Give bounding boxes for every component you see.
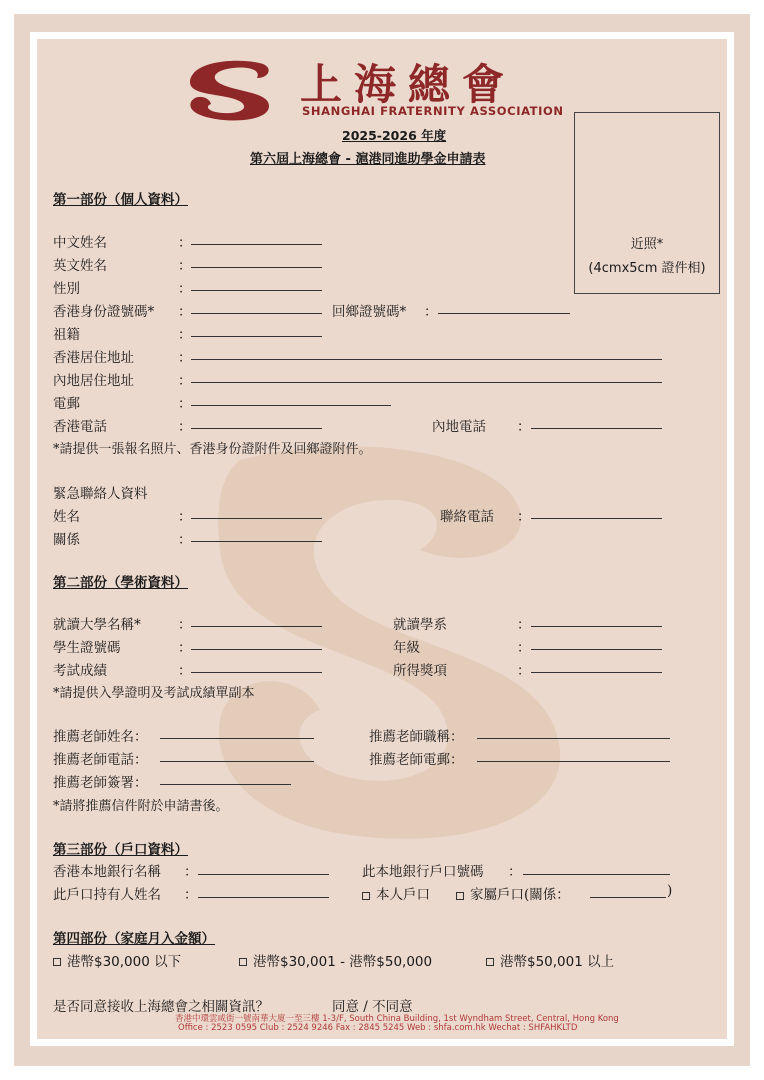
label-emergency-relation: 關係	[53, 532, 80, 548]
colon: ：	[424, 304, 438, 320]
field-university[interactable]	[191, 626, 322, 627]
label-hk-address: 香港居住地址	[53, 350, 134, 366]
consent-question: 是否同意接收上海總會之相關資訊？	[53, 999, 269, 1015]
option-income-above-50001[interactable]	[486, 950, 614, 970]
label-referee-phone: 推薦老師電話：	[53, 752, 148, 768]
field-mainland-address[interactable]	[191, 382, 662, 383]
label-gender: 性別	[53, 281, 80, 297]
label-university: 就讀大學名稱*	[53, 617, 141, 633]
label-account-holder: 此戶口持有人姓名	[53, 887, 161, 903]
field-mainland-phone[interactable]	[531, 428, 662, 429]
colon: ：	[178, 235, 192, 251]
label-chinese-name: 中文姓名	[53, 235, 107, 251]
label-account-number: 此本地銀行戶口號碼	[362, 864, 484, 880]
colon: ：	[184, 887, 198, 903]
field-chinese-name[interactable]	[191, 244, 322, 245]
colon: ：	[184, 864, 198, 880]
colon: ：	[178, 509, 192, 525]
label-origin: 祖籍	[53, 327, 80, 343]
note-part1: *請提供一張報名照片、香港身份證附件及回鄉證附件。	[53, 442, 372, 457]
note-part2: *請提供入學證明及考試成績單副本	[53, 686, 255, 701]
income-option3-label: 港幣$50,001 以上	[500, 954, 615, 970]
field-emergency-phone[interactable]	[531, 518, 662, 519]
field-awards[interactable]	[531, 672, 662, 673]
label-hk-phone: 香港電話	[53, 419, 107, 435]
field-gender[interactable]	[191, 290, 322, 291]
logo-english-name: SHANGHAI FRATERNITY ASSOCIATION	[302, 104, 564, 118]
field-bank-name[interactable]	[198, 874, 329, 875]
colon: ：	[517, 509, 531, 525]
colon: ：	[178, 640, 192, 656]
colon: ：	[517, 663, 531, 679]
field-referee-email[interactable]	[477, 761, 670, 762]
field-exam-results[interactable]	[191, 672, 322, 673]
colon: ：	[517, 419, 531, 435]
colon: ：	[178, 258, 192, 274]
form-title: 第六屆上海總會 - 滬港同進助學金申請表	[250, 152, 486, 167]
colon: ：	[178, 396, 192, 412]
field-referee-signature[interactable]	[160, 784, 291, 785]
colon: ：	[178, 350, 192, 366]
label-referee-signature: 推薦老師簽署：	[53, 775, 148, 791]
colon: ：	[178, 419, 192, 435]
field-english-name[interactable]	[191, 267, 322, 268]
label-referee-title: 推薦老師職稱：	[369, 729, 464, 745]
section-heading-part1: 第一部份（個人資料）	[53, 192, 188, 208]
checkbox-icon[interactable]	[362, 892, 370, 900]
field-email[interactable]	[191, 405, 391, 406]
field-referee-phone[interactable]	[160, 761, 314, 762]
checkbox-icon[interactable]	[456, 892, 464, 900]
field-account-number[interactable]	[523, 874, 670, 875]
option-income-below-30000[interactable]	[53, 950, 181, 970]
consent-answer[interactable]: 同意 / 不同意	[332, 999, 413, 1015]
label-hkid: 香港身份證號碼*	[53, 304, 155, 320]
field-hk-phone[interactable]	[191, 428, 322, 429]
label-mainland-phone: 內地電話	[432, 419, 486, 435]
label-department: 就讀學系	[393, 617, 447, 633]
income-option1-label: 港幣$30,000 以下	[67, 954, 182, 970]
emergency-heading: 緊急聯絡人資料	[53, 486, 148, 502]
label-student-id: 學生證號碼	[53, 640, 121, 656]
photo-label: 近照*	[630, 237, 664, 252]
field-account-holder[interactable]	[198, 897, 329, 898]
family-account-label: 家屬戶口(關係：	[470, 887, 570, 903]
s-logo-icon	[183, 56, 275, 122]
photo-box[interactable]	[574, 112, 720, 294]
field-family-relation[interactable]	[590, 897, 666, 898]
colon: ：	[178, 532, 192, 548]
label-mainland-address: 內地居住地址	[53, 373, 134, 389]
label-home-return-permit: 回鄉證號碼*	[332, 304, 407, 320]
label-email: 電郵	[53, 396, 80, 412]
label-exam-results: 考試成績	[53, 663, 107, 679]
label-english-name: 英文姓名	[53, 258, 107, 274]
option-family-account[interactable]	[456, 883, 570, 903]
option-own-account[interactable]	[362, 883, 430, 903]
checkbox-icon[interactable]	[239, 958, 247, 966]
checkbox-icon[interactable]	[486, 958, 494, 966]
field-hkid[interactable]	[191, 313, 322, 314]
own-account-label: 本人戶口	[376, 887, 430, 903]
field-emergency-relation[interactable]	[191, 541, 322, 542]
footer-address: 香港中環雲咸街一號南華大廈一至三樓 1-3/F, South China Building, 1st Wyndham Street, Central, Hong Kong	[175, 1014, 619, 1024]
field-grade[interactable]	[531, 649, 662, 650]
colon: ：	[517, 617, 531, 633]
label-emergency-name: 姓名	[53, 509, 80, 525]
section-heading-part2: 第二部份（學術資料）	[53, 575, 188, 591]
colon: ：	[178, 281, 192, 297]
field-student-id[interactable]	[191, 649, 322, 650]
photo-spec: (4cmx5cm 證件相)	[588, 261, 706, 276]
colon: ：	[178, 304, 192, 320]
colon: ：	[508, 864, 522, 880]
logo-chinese-name: 上海總會	[300, 60, 517, 109]
colon: ：	[178, 617, 192, 633]
colon: ：	[517, 640, 531, 656]
label-referee-name: 推薦老師姓名：	[53, 729, 148, 745]
form-year: 2025-2026 年度	[342, 128, 447, 143]
field-referee-title[interactable]	[477, 738, 670, 739]
note-referee: *請將推薦信件附於申請書後。	[53, 799, 229, 814]
label-grade: 年級	[393, 640, 420, 656]
section-heading-part3: 第三部份（戶口資料）	[53, 842, 188, 858]
label-bank-name: 香港本地銀行名稱	[53, 864, 161, 880]
family-close-paren: )	[667, 883, 673, 899]
colon: ：	[178, 327, 192, 343]
option-income-30001-50000[interactable]	[239, 950, 432, 970]
section-heading-part4: 第四部份（家庭月入金額）	[53, 931, 215, 947]
label-awards: 所得獎項	[393, 663, 447, 679]
field-referee-name[interactable]	[160, 738, 314, 739]
field-emergency-name[interactable]	[191, 518, 322, 519]
field-hk-address[interactable]	[191, 359, 662, 360]
income-option2-label: 港幣$30,001 - 港幣$50,000	[253, 954, 433, 970]
colon: ：	[178, 373, 192, 389]
label-emergency-phone: 聯絡電話	[440, 509, 494, 525]
field-home-return-permit[interactable]	[438, 313, 570, 314]
checkbox-icon[interactable]	[53, 958, 61, 966]
colon: ：	[178, 663, 192, 679]
footer-contacts: Office : 2523 0595 Club : 2524 9246 Fax : 2845 5245 Web : shfa.com.hk Wechat : SHFAHKLTD	[178, 1023, 578, 1033]
label-referee-email: 推薦老師電郵：	[369, 752, 464, 768]
field-origin[interactable]	[191, 336, 322, 337]
field-department[interactable]	[531, 626, 662, 627]
